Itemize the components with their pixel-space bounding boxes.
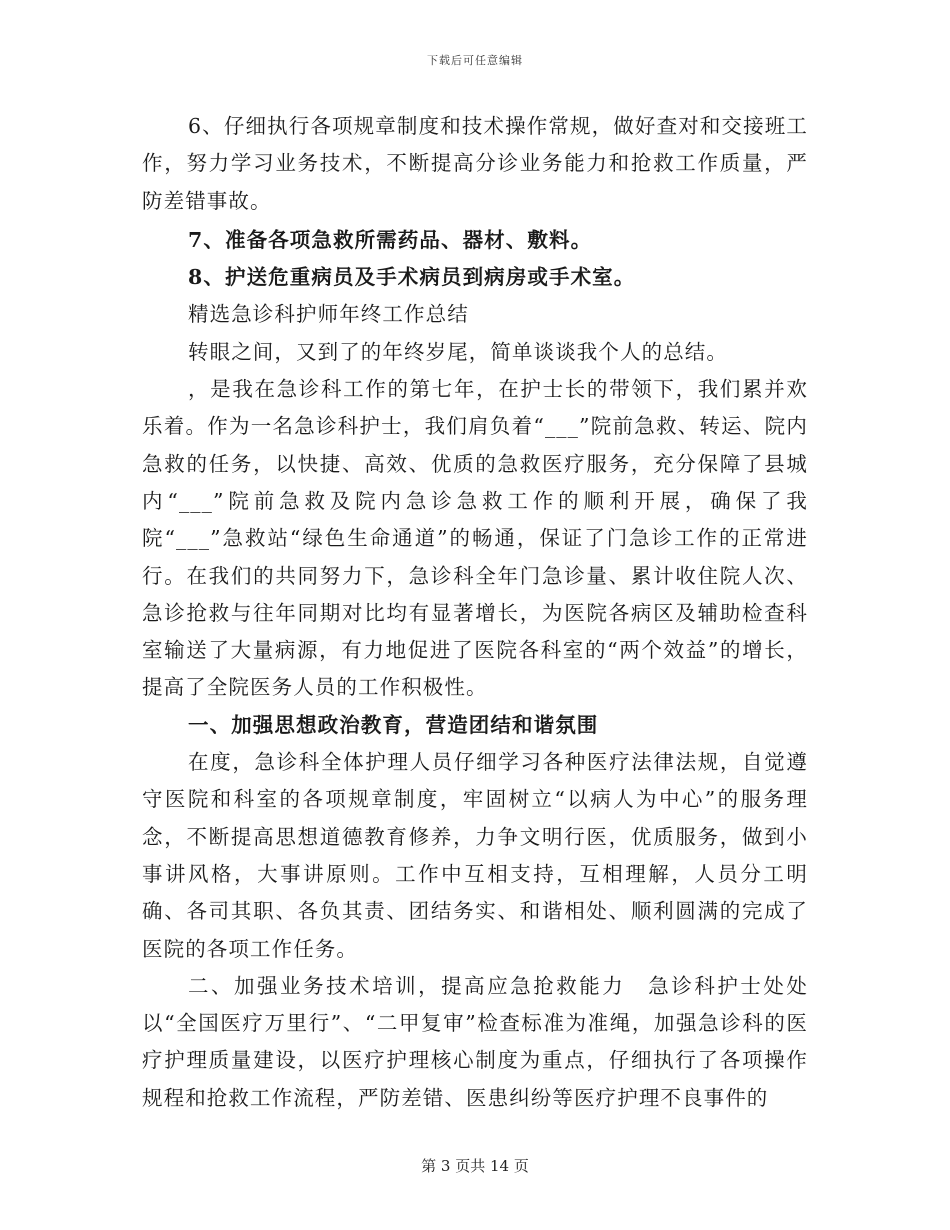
paragraph-item-8: 8、护送危重病员及手术病员到病房或手术室。 bbox=[188, 265, 636, 290]
paragraph-item-7: 7、准备各项急救所需药品、器材、敷料。 bbox=[188, 227, 593, 252]
page-header-note: 下载后可任意编辑 bbox=[427, 54, 523, 67]
intro-paragraph: 转眼之间，又到了的年终岁尾，简单谈谈我个人的总结。 bbox=[188, 339, 728, 364]
heading-one-paragraph: 在度，急诊科全体护理人员仔细学习各种医疗法律法规，自觉遵守医院和科室的各项规章制度，牢固树立“以病人为中心”的服务理念，不断提高思想道德教育修养，力争文明行医，优质服务，做到小事讲风格，大事讲原则。工作中互相支持，互相理解，人员分工明确、各司其职、各负其责、团结务实、和谐相处、顺利圆满的完成了医院的各项工作任务。 bbox=[142, 750, 808, 961]
summary-paragraph: ，是我在急诊科工作的第七年，在护士长的带领下，我们累并欢乐着。作为一名急诊科护士，我们肩负着“___”院前急救、转运、院内急救的任务，以快捷、高效、优质的急救医疗服务，充分保障了县城内“___”院前急救及院内急诊急救工作的顺利开展，确保了我院“___”急救站“绿色生命通道”的畅通，保证了门急诊工作的正常进行。在我们的共同努力下，急诊科全年门急诊量、累计收住院人次、急诊抢救与往年同期对比均有显著增长，为医院各病区及辅助检查科室输送了大量病源，有力地促进了医院各科室的“两个效益”的增长，提高了全院医务人员的工作积极性。 bbox=[142, 377, 808, 700]
heading-two-paragraph: 二、加强业务技术培训，提高应急抢救能力 急诊科护士处处以“全国医疗万里行”、“二甲复审”检查标准为准绳，加强急诊科的医疗护理质量建设，以医疗护理核心制度为重点，仔细执行了各项操作规程和抢救工作流程，严防差错、医患纠纷等医疗护理不良事件的 bbox=[142, 973, 808, 1110]
paragraph-item-6: 6、仔细执行各项规章制度和技术操作常规，做好查对和交接班工作，努力学习业务技术，不断提高分诊业务能力和抢救工作质量，严防差错事故。 bbox=[142, 114, 808, 213]
section-title: 精选急诊科护师年终工作总结 bbox=[188, 302, 469, 327]
document-body bbox=[142, 108, 808, 1117]
heading-one: 一、加强思想政治教育，营造团结和谐氛围 bbox=[188, 712, 599, 737]
page-footer: 第 3 页共 14 页 bbox=[421, 1157, 529, 1175]
